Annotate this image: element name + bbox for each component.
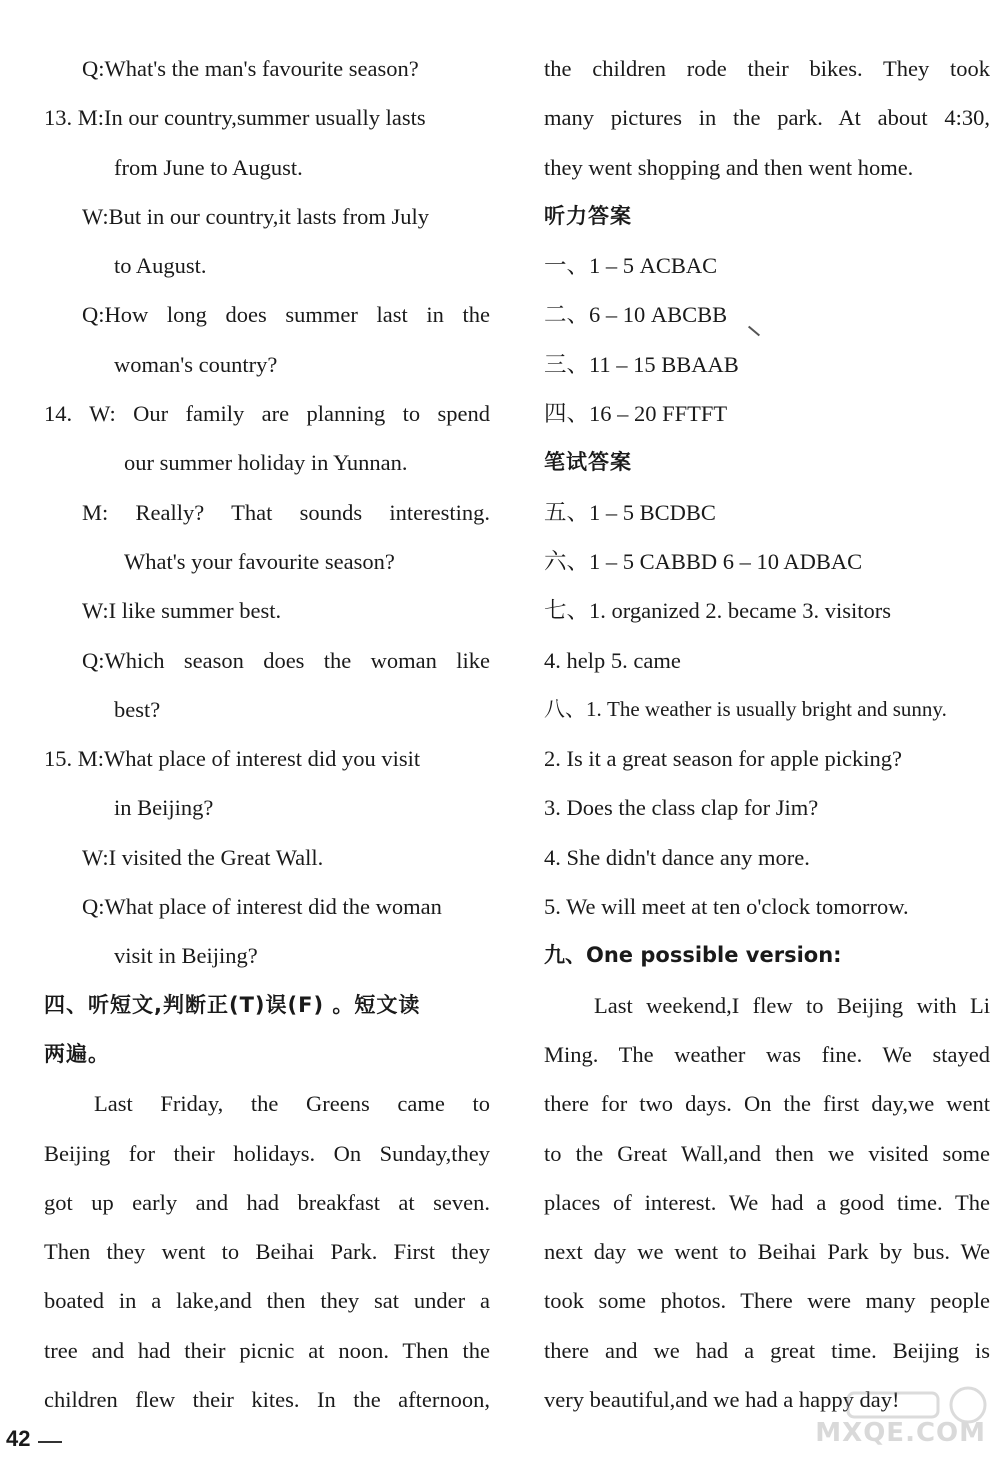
composition-line: took some photos. There were many people bbox=[544, 1288, 990, 1314]
composition-line: places of interest. We had a good time. The bbox=[544, 1189, 990, 1215]
passage-line: many pictures in the park. At about 4:30, bbox=[544, 105, 990, 131]
answer-line: 四、16 – 20 FFTFT bbox=[544, 401, 728, 427]
composition-line: Last weekend,I flew to Beijing with Li bbox=[594, 992, 990, 1018]
text-line: to August. bbox=[114, 253, 207, 279]
composition-line: next day we went to Beihai Park by bus. We bbox=[544, 1239, 990, 1265]
text-line: W:I like summer best. bbox=[82, 598, 282, 624]
answer-line: 七、1. organized 2. became 3. visitors bbox=[544, 598, 892, 624]
composition-heading: 九、One possible version: bbox=[544, 943, 842, 968]
answer-line: 3. Does the class clap for Jim? bbox=[544, 795, 819, 821]
passage-line: the children rode their bikes. They took bbox=[544, 56, 990, 81]
section-heading: 两遍。 bbox=[44, 1041, 110, 1066]
section-heading: 四、听短文,判断正(T)误(F) 。短文读 bbox=[44, 992, 421, 1017]
answer-line: 2. Is it a great season for apple picking? bbox=[544, 746, 903, 772]
composition-line: Ming. The weather was fine. We stayed bbox=[544, 1041, 990, 1067]
answer-line: 4. help 5. came bbox=[544, 647, 681, 673]
composition-line: there for two days. On the first day,we went bbox=[544, 1091, 990, 1117]
answer-line: 八、1. The weather is usually bright and sunny. bbox=[544, 696, 947, 721]
composition-line: there and we had a great time. Beijing is bbox=[544, 1337, 990, 1363]
text-line: woman's country? bbox=[114, 351, 278, 377]
text-line: Q:How long does summer last in the bbox=[82, 302, 490, 328]
text-line: 14. W: Our family are planning to spend bbox=[44, 401, 490, 427]
written-answers-heading: 笔试答案 bbox=[544, 450, 632, 475]
passage-line: boated in a lake,and then they sat under a bbox=[44, 1288, 490, 1314]
answer-line: 二、6 – 10 ABCBB bbox=[544, 302, 728, 328]
right-column bbox=[544, 44, 990, 1424]
page-number-dash bbox=[38, 1441, 62, 1443]
text-line: W:I visited the Great Wall. bbox=[82, 844, 324, 870]
passage-line: children flew their kites. In the afternoon, bbox=[44, 1387, 490, 1413]
left-column bbox=[44, 44, 490, 1424]
composition-line: to the Great Wall,and then we visited some bbox=[544, 1140, 990, 1166]
page-number: 42 bbox=[6, 1426, 31, 1451]
passage-line: Then they went to Beihai Park. First they bbox=[44, 1239, 490, 1265]
text-line: M: Really? That sounds interesting. bbox=[82, 499, 490, 525]
text-line: from June to August. bbox=[114, 154, 303, 180]
text-line: 13. M:In our country,summer usually lasts bbox=[44, 105, 426, 131]
answer-line: 三、11 – 15 BBAAB bbox=[544, 351, 739, 377]
text-line: Q:Which season does the woman like bbox=[82, 647, 490, 673]
text-line: W:But in our country,it lasts from July bbox=[82, 203, 430, 229]
text-line: Q:What place of interest did the woman bbox=[82, 894, 442, 920]
text-line: in Beijing? bbox=[114, 795, 214, 821]
text-line: visit in Beijing? bbox=[114, 943, 258, 969]
listening-answers-heading: 听力答案 bbox=[544, 203, 632, 228]
answer-line: 一、1 – 5 ACBAC bbox=[544, 253, 718, 279]
text-line: What's your favourite season? bbox=[124, 548, 395, 574]
text-line: our summer holiday in Yunnan. bbox=[124, 450, 408, 476]
watermark: MXQE.COM bbox=[815, 1418, 986, 1448]
text-line: best? bbox=[114, 696, 161, 722]
passage-line: tree and had their picnic at noon. Then the bbox=[44, 1337, 490, 1363]
passage-line: Beijing for their holidays. On Sunday,they bbox=[44, 1140, 490, 1166]
passage-line: they went shopping and then went home. bbox=[544, 154, 914, 180]
answer-line: 4. She didn't dance any more. bbox=[544, 844, 810, 870]
passage-line: got up early and had breakfast at seven. bbox=[44, 1189, 490, 1215]
text-line: 15. M:What place of interest did you visit bbox=[44, 746, 421, 772]
composition-line: very beautiful,and we had a happy day! bbox=[544, 1387, 900, 1413]
text-line: Q:What's the man's favourite season? bbox=[82, 56, 419, 81]
passage-line: Last Friday, the Greens came to bbox=[94, 1091, 490, 1117]
answer-line: 六、1 – 5 CABBD 6 – 10 ADBAC bbox=[544, 548, 863, 574]
answer-line: 五、1 – 5 BCDBC bbox=[544, 499, 716, 525]
answer-line: 5. We will meet at ten o'clock tomorrow. bbox=[544, 894, 909, 920]
